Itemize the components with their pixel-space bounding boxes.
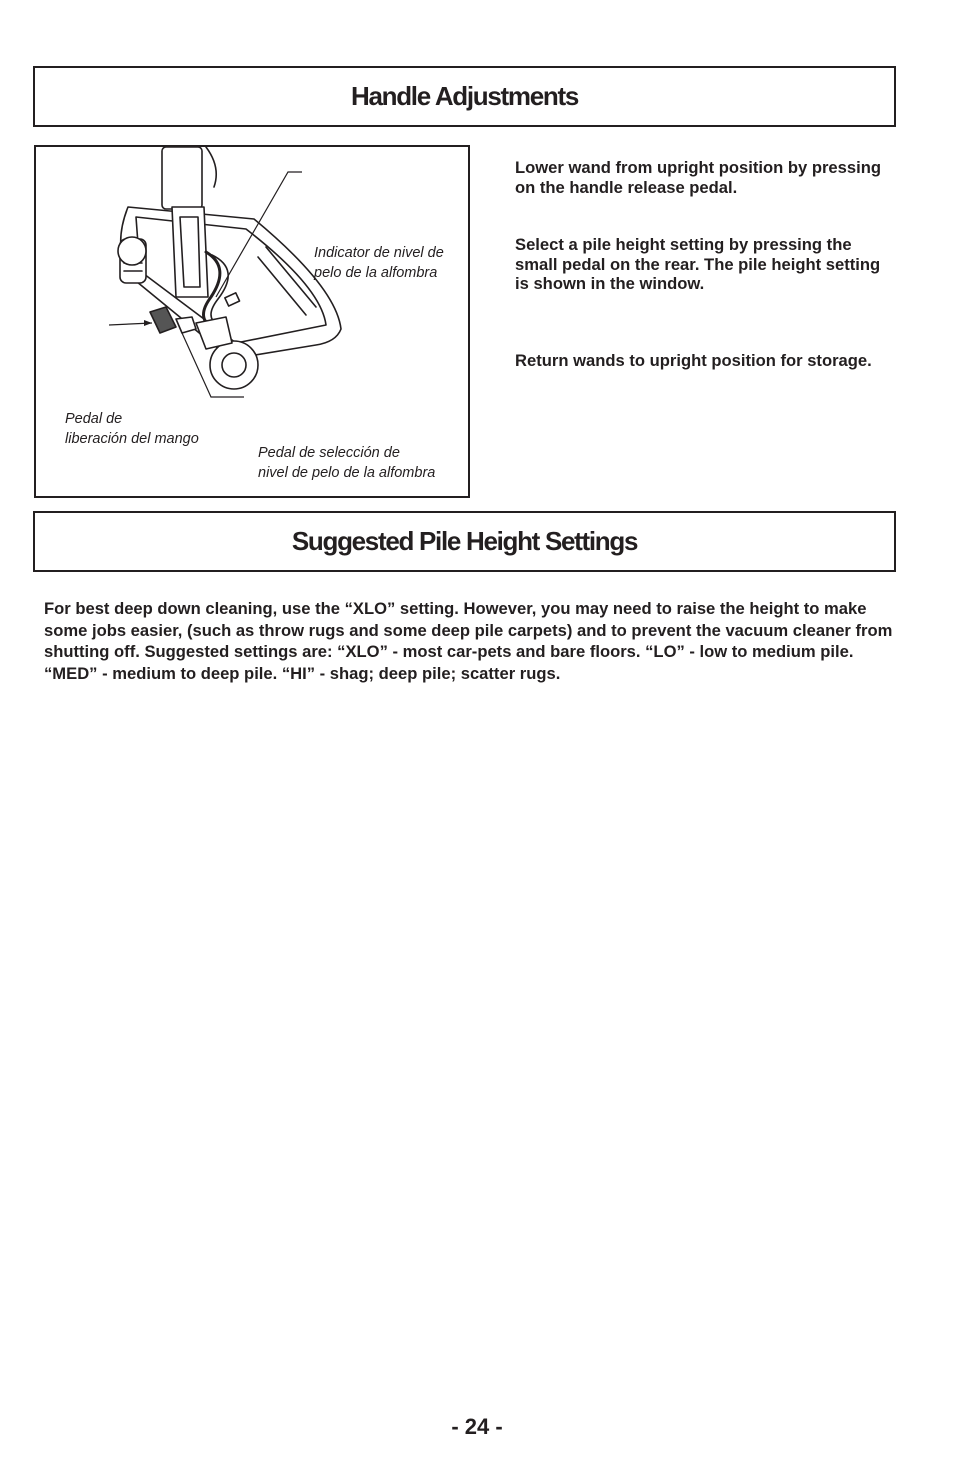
release-pedal-callout-line1: Pedal de bbox=[65, 411, 123, 427]
handle-adjustments-title: Handle Adjustments bbox=[350, 81, 578, 111]
pile-settings-paragraph: For best deep down cleaning, use the “XLO” setting. However, you may need to raise the height to make some jobs easier, (such as throw rugs and some deep pile carpets) and to prevent the vacuum cleaner from shutting off. Suggested settings are: “XLO” - most car-pets and bare floors. “LO” - low to medium pile. “MED” - medium to deep pile. “HI” - shag; deep pile; scatter rugs. bbox=[44, 599, 893, 683]
pile-height-title: Suggested Pile Height Settings bbox=[291, 526, 638, 556]
pile-selector-callout-line1: Pedal de selección de bbox=[258, 445, 400, 461]
release-pedal-callout-line2: liberación del mango bbox=[65, 431, 199, 447]
vacuum-illustration-frame bbox=[34, 145, 470, 498]
handle-adjustments-header bbox=[33, 66, 896, 127]
instruction-select-pile-height: Select a pile height setting by pressing the small pedal on the rear. The pile height setting is shown in the window. bbox=[515, 235, 881, 293]
page-number: - 24 - bbox=[451, 1414, 503, 1439]
pile-indicator-callout-line1: Indicator de nivel de bbox=[314, 245, 444, 261]
pile-selector-callout-line2: nivel de pelo de la alfombra bbox=[258, 465, 436, 481]
pile-indicator-callout-line2: pelo de la alfombra bbox=[314, 265, 438, 281]
instruction-lower-wand: Lower wand from upright position by pressing on the handle release pedal. bbox=[515, 158, 881, 197]
pile-height-header bbox=[33, 511, 896, 572]
instruction-return-wands: Return wands to upright position for storage. bbox=[515, 351, 872, 370]
